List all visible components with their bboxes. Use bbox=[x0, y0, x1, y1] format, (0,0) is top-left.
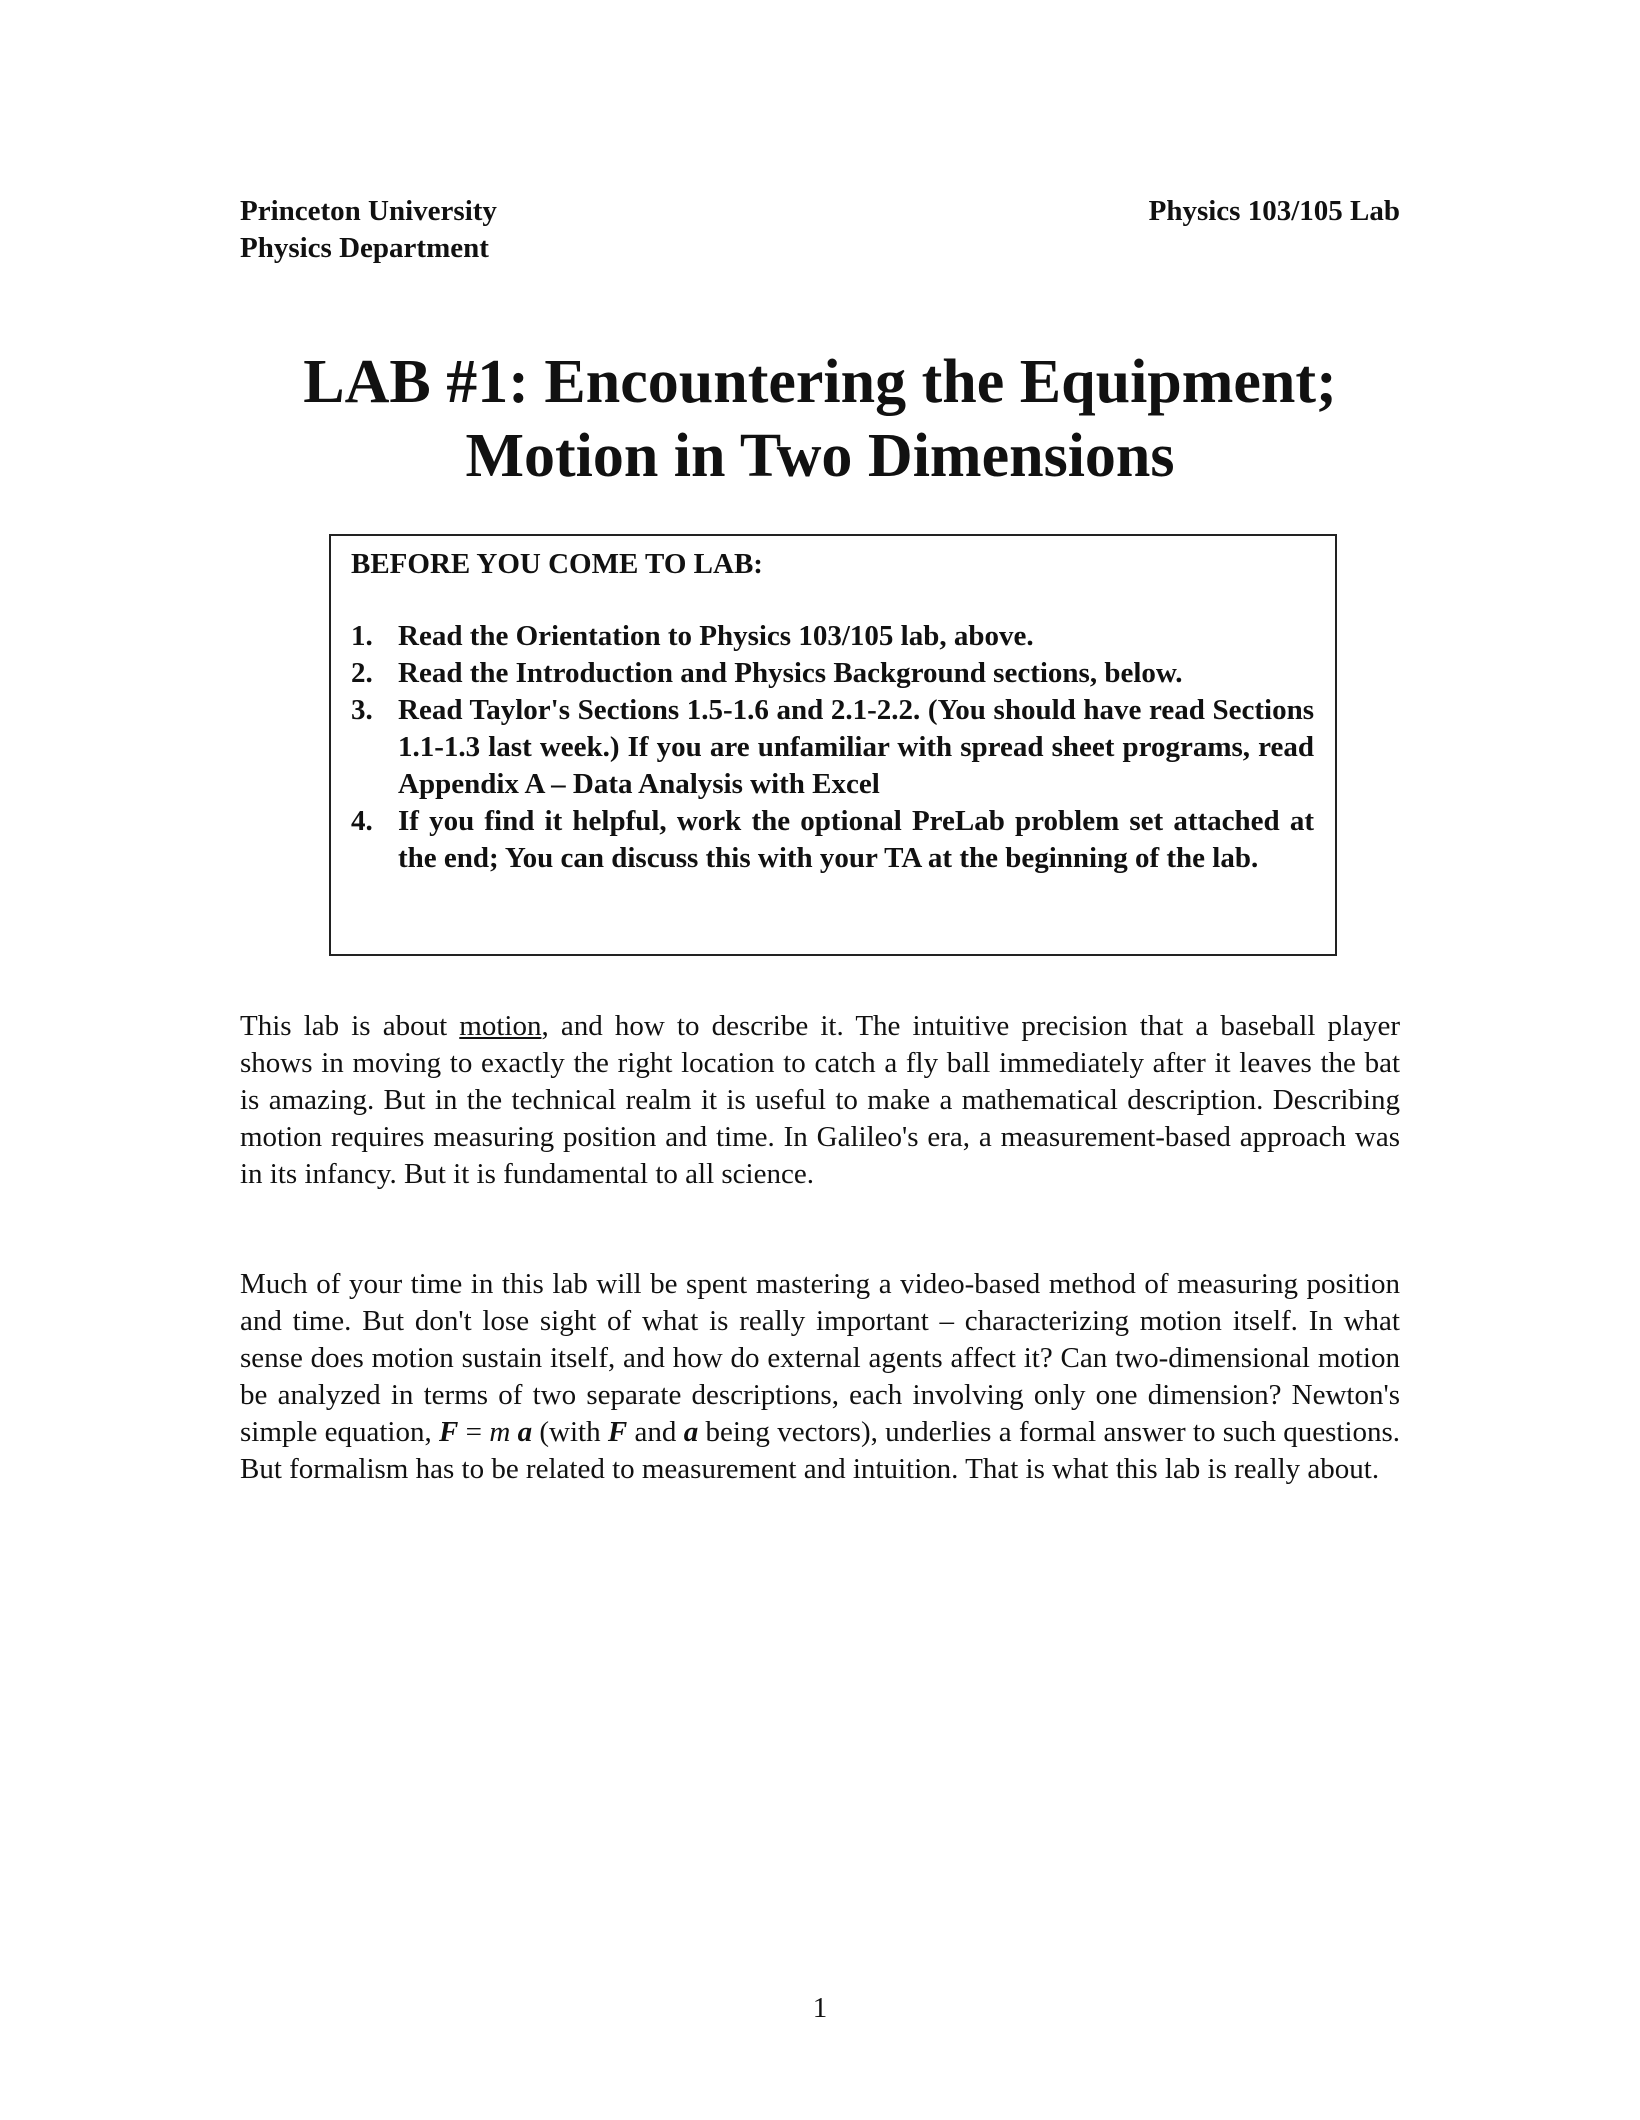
list-item-number: 2. bbox=[351, 657, 373, 689]
institution-header bbox=[240, 193, 497, 267]
list-item bbox=[351, 803, 1314, 877]
list-item-text: Read the Introduction and Physics Background sections, below. bbox=[398, 657, 1183, 689]
course-header: Physics 103/105 Lab bbox=[1148, 195, 1400, 227]
page-number: 1 bbox=[812, 1992, 828, 2024]
equation-equals: = bbox=[458, 1416, 490, 1448]
intro-paragraph-2 bbox=[240, 1266, 1400, 1488]
title-line-1: LAB #1: Encountering the Equipment; bbox=[303, 348, 1337, 416]
equation-space bbox=[510, 1416, 517, 1448]
list-item-number: 4. bbox=[351, 805, 373, 837]
list-item bbox=[351, 692, 1314, 803]
para2-text-1: Much of your time in this lab will be spent mastering a video-based method of measuring position and time. But don't lose sight of what is really important – characterizing motion itself. In what sense does motion sustain itself, and how do external agents affect it? Can two-dimensional motion be analyzed in terms of two separate descriptions, each involving only one dimension? Newton's simple equation, bbox=[240, 1268, 1400, 1448]
para2-text-3: and bbox=[627, 1416, 684, 1448]
para1-text-rest: , and how to describe it. The intuitive precision that a baseball player shows in moving to exactly the right location to catch a fly ball immediately after it leaves the bat is amazing. But in the technical realm it is useful to make a mathematical description. Describing motion requires measuring position and time. In Galileo's era, a measurement-based approach was in its infancy. But it is fundamental to all science. bbox=[240, 1010, 1401, 1190]
title-line-2: Motion in Two Dimensions bbox=[465, 422, 1175, 490]
before-lab-heading: BEFORE YOU COME TO LAB: bbox=[351, 548, 763, 580]
lab-title bbox=[0, 345, 1640, 493]
equation-mass: m bbox=[489, 1416, 511, 1448]
vector-force: F bbox=[607, 1416, 628, 1448]
intro-paragraph-1 bbox=[240, 1008, 1400, 1193]
para2-text-2: (with bbox=[532, 1416, 608, 1448]
equation-force: F bbox=[439, 1416, 459, 1448]
university-name: Princeton University bbox=[240, 195, 497, 227]
list-item bbox=[351, 655, 1314, 692]
list-item-text: Read the Orientation to Physics 103/105 lab, above. bbox=[398, 620, 1034, 652]
para2-text-4: being vectors), underlies a formal answer to such questions. But formalism has to be related to measurement and intuition. That is what this lab is really about. bbox=[240, 1416, 1401, 1485]
list-item-text: Read Taylor's Sections 1.5-1.6 and 2.1-2.2. (You should have read Sections 1.1-1.3 last week.) If you are unfamiliar with spread sheet programs, read Appendix A – Data Analysis with Excel bbox=[398, 694, 1314, 800]
department-name: Physics Department bbox=[240, 232, 489, 264]
list-item-number: 1. bbox=[351, 620, 373, 652]
vector-acceleration: a bbox=[683, 1416, 699, 1448]
para1-text-start: This lab is about bbox=[240, 1010, 460, 1042]
before-lab-box bbox=[329, 534, 1337, 956]
motion-underlined-word: motion bbox=[459, 1010, 542, 1042]
equation-acceleration: a bbox=[517, 1416, 533, 1448]
list-item bbox=[351, 618, 1314, 655]
before-lab-list bbox=[351, 618, 1314, 877]
list-item-text: If you find it helpful, work the optional PreLab problem set attached at the end; You can discuss this with your TA at the beginning of the lab. bbox=[398, 805, 1314, 874]
list-item-number: 3. bbox=[351, 694, 373, 726]
